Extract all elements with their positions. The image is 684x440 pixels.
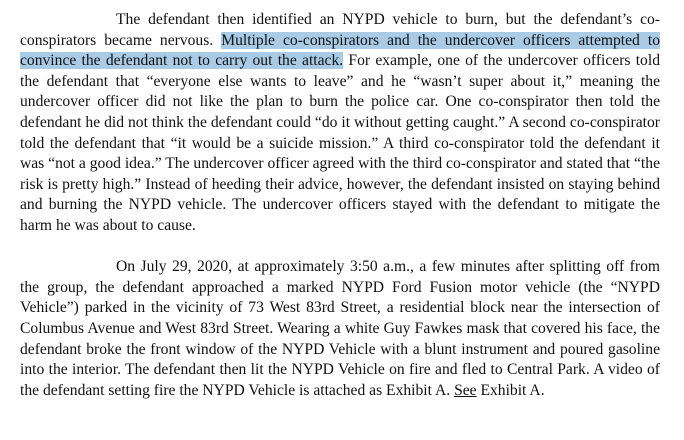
exhibit-reference: Exhibit A. [476, 381, 545, 399]
paragraph-1-text-start: The defendant then identified an NYPD vehicle to burn, but the defendant’s co-conspirators became nervous. [20, 11, 660, 49]
paragraph-2 [20, 257, 660, 401]
paragraph-2-text: On July 29, 2020, at approximately 3:50 a.m., a few minutes after splitting off from the group, the defendant approached a marked NYPD Ford Fusion motor vehicle (the “NYPD Vehicle”) parked in the vicinity of 73 West 83rd Street, a residential block near the intersection of Columbus Avenue and West 83rd Street. Wearing a white Guy Fawkes mask that covered his face, the defendant broke the front window of the NYPD Vehicle with a blunt instrument and poured gasoline into the interior. The defendant then lit the NYPD Vehicle on fire and fled to Central Park. A video of the defendant setting fire the NYPD Vehicle is attached as Exhibit A. [20, 258, 660, 399]
paragraph-1-text-end: For example, one of the undercover officers told the defendant that “everyone else wants to leave” and he “wasn’t super about it,” meaning the undercover officer did not like the plan to burn the police car. One co-conspirator then told the defendant he did not think the defendant could “do it without getting caught.” A second co-conspirator told the defendant that “it would be a suicide mission.” A third co-conspirator told the defendant it was “not a good idea.” The undercover officer agreed with the third co-conspirator and stated that “the risk is pretty high.” Instead of heeding their advice, however, the defendant insisted on staying behind and burning the NYPD vehicle. The undercover officers stayed with the defendant to mitigate the harm he was about to cause. [20, 52, 660, 234]
document-page [20, 10, 660, 401]
see-citation-signal: See [454, 381, 477, 399]
paragraph-1 [20, 10, 660, 237]
highlighted-sentence[interactable]: Multiple co-conspirators and the undercover officers attempted to convince the defendant not to carry out the attack. [20, 31, 661, 70]
